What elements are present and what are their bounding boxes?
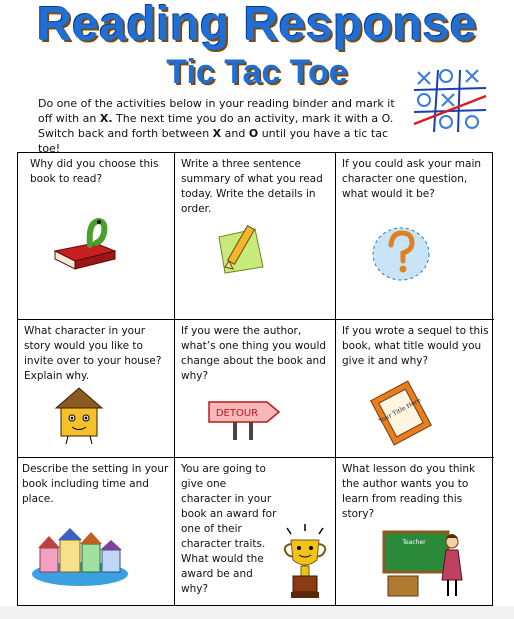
activity-cell-8[interactable]	[175, 458, 336, 607]
activity-text: Write a three sentence summary of what you read today. Write the details in order.	[181, 158, 323, 215]
tic-tac-toe-icon	[410, 66, 490, 136]
activity-text: Why did you choose this book to read?	[30, 158, 159, 185]
instructions: Do one of the activities below in your reading binder and mark it off with an X. The next time you do an activity, mark it with a O. Switch back and forth between X and O until you have a tic tac toe!	[38, 97, 395, 155]
town-icon	[30, 522, 130, 588]
activity-text: If you wrote a sequel to this book, what title would you give it and why?	[342, 325, 489, 367]
activity-text: If you were the author, what’s one thing you would change about the book and why?	[181, 325, 327, 382]
detour-label: DETOUR	[215, 408, 259, 419]
teacher-icon	[378, 528, 476, 600]
activity-cell-1[interactable]	[18, 153, 175, 320]
activity-cell-9[interactable]	[336, 458, 494, 607]
activity-cell-2[interactable]	[175, 153, 336, 320]
book-cover-icon	[366, 378, 436, 448]
activity-cell-3[interactable]	[336, 153, 494, 320]
book-cover-label: Your Title Here	[377, 396, 423, 425]
book-worm-icon	[50, 213, 120, 273]
activity-cell-7[interactable]	[18, 458, 175, 607]
question-mark-icon	[370, 223, 432, 285]
activity-cell-6[interactable]	[336, 320, 494, 458]
activity-text: You are going to give one character in your book an award for one of their character traits. What would the award be and why?	[181, 463, 277, 595]
activity-text: Describe the setting in your book including time and place.	[22, 463, 169, 505]
activity-cell-5[interactable]	[175, 320, 336, 458]
activity-text: If you could ask your main character one question, what would it be?	[342, 158, 482, 200]
trophy-icon	[279, 522, 331, 602]
activity-cell-4[interactable]	[18, 320, 175, 458]
detour-sign-icon	[205, 398, 283, 442]
house-character-icon	[52, 384, 106, 446]
teacher-label: Teacher	[402, 539, 426, 546]
activity-text: What lesson do you think the author wants you to learn from reading this story?	[342, 463, 476, 520]
activity-text: What character in your story would you like to invite over to your house? Explain why.	[24, 325, 162, 382]
page-title: Reading Response	[36, 0, 478, 51]
page-subtitle: Tic Tac Toe	[166, 53, 348, 91]
pencil-paper-icon	[215, 223, 275, 275]
tic-tac-toe-grid	[17, 152, 493, 606]
page-footer	[0, 606, 514, 619]
